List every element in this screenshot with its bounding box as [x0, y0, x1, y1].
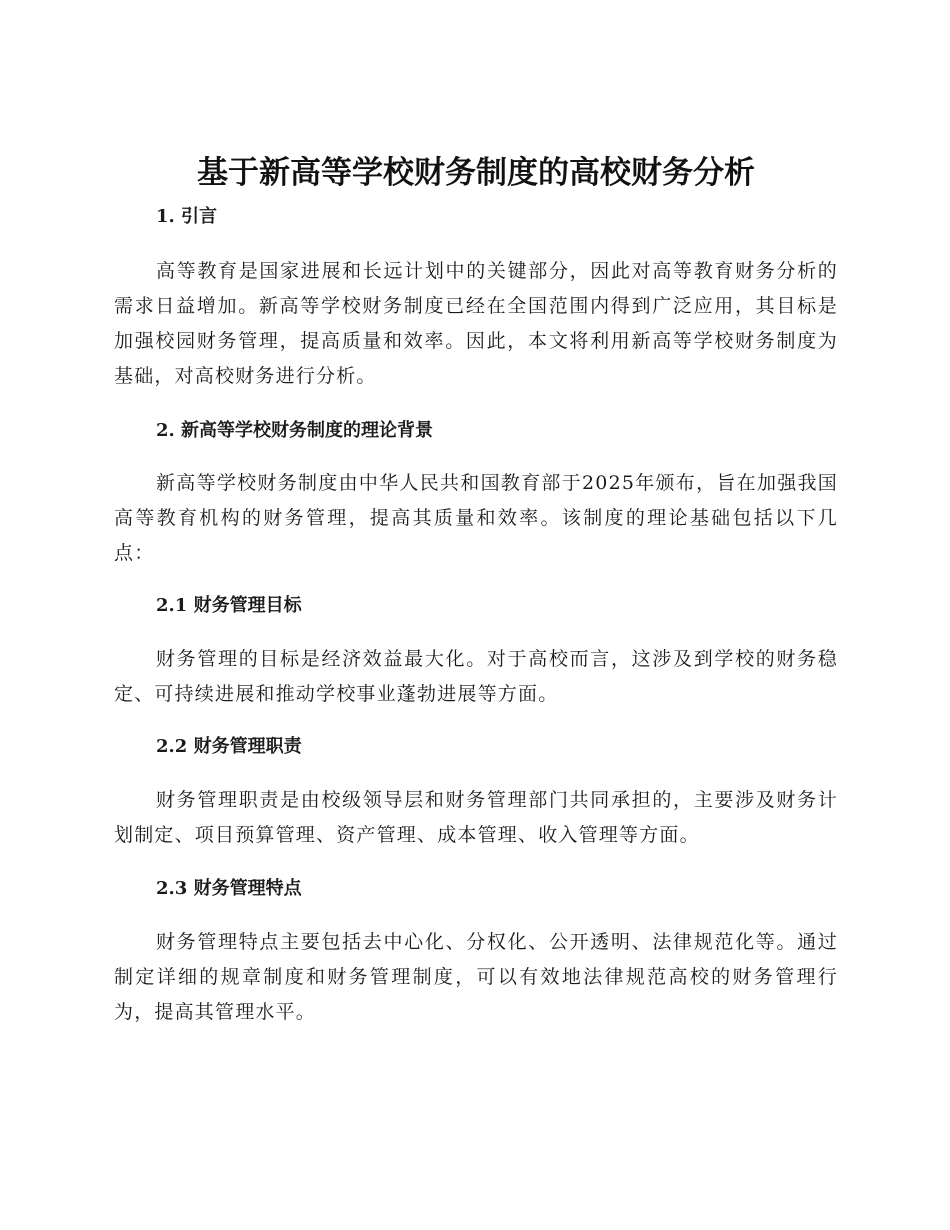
document-title: 基于新高等学校财务制度的高校财务分析: [197, 155, 755, 191]
paragraph-management-goal: 财务管理的目标是经济效益最大化。对于高校而言，这涉及到学校的财务稳定、可持续进展和推动学校事业蓬勃进展等方面。: [114, 648, 838, 705]
section-heading-introduction: 1. 引言: [156, 206, 218, 227]
paragraph-theory-background: 新高等学校财务制度由中华人民共和国教育部于2025年颁布，旨在加强我国高等教育机构的财务管理，提高其质量和效率。该制度的理论基础包括以下几点：: [114, 472, 838, 564]
paragraph-introduction: 高等教育是国家进展和长远计划中的关键部分，因此对高等教育财务分析的需求日益增加。新高等学校财务制度已经在全国范围内得到广泛应用，其目标是加强校园财务管理，提高质量和效率。因此，本文将利用新高等学校财务制度为基础，对高校财务进行分析。: [114, 260, 838, 387]
subsection-heading-management-duty: 2.2 财务管理职责: [156, 736, 302, 757]
paragraph-management-duty: 财务管理职责是由校级领导层和财务管理部门共同承担的，主要涉及财务计划制定、项目预算管理、资产管理、成本管理、收入管理等方面。: [114, 789, 838, 846]
subsection-heading-management-goal: 2.1 财务管理目标: [156, 595, 302, 616]
section-heading-theory-background: 2. 新高等学校财务制度的理论背景: [156, 420, 434, 441]
paragraph-management-features: 财务管理特点主要包括去中心化、分权化、公开透明、法律规范化等。通过制定详细的规章制度和财务管理制度，可以有效地法律规范高校的财务管理行为，提高其管理水平。: [114, 931, 838, 1023]
subsection-heading-management-features: 2.3 财务管理特点: [156, 878, 302, 899]
